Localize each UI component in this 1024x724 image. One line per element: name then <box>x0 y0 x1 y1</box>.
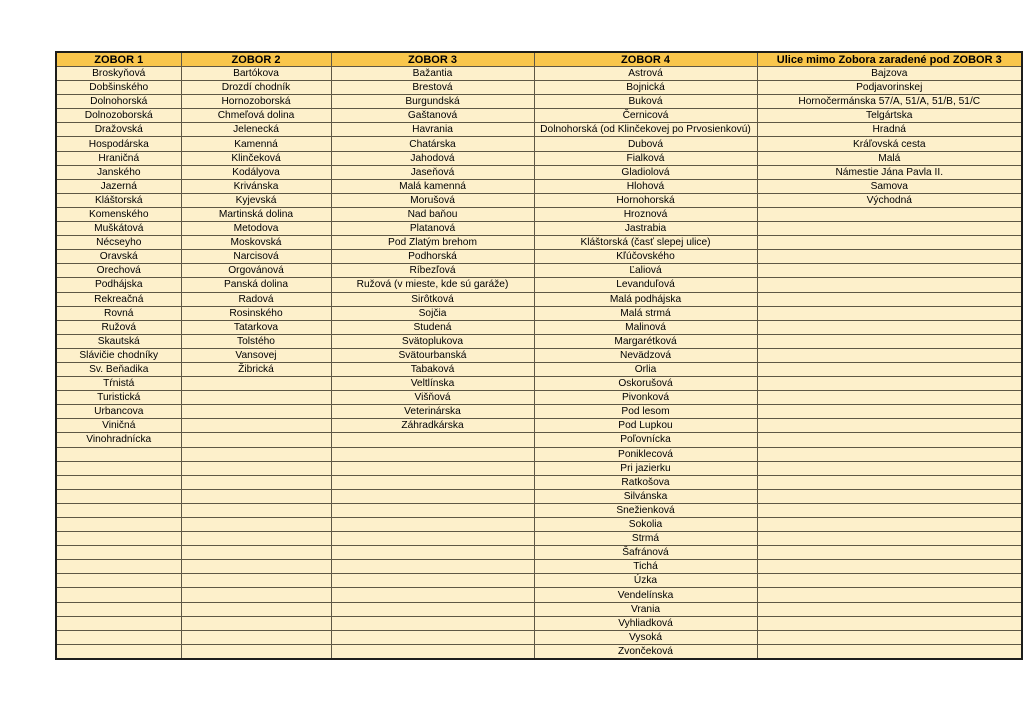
table-row <box>56 433 1022 447</box>
table-cell: Dolnohorská (od Klinčekovej po Prvosienkovú) <box>534 123 757 137</box>
table-cell: Sirôtková <box>331 292 534 306</box>
table-cell <box>331 475 534 489</box>
table-row <box>56 532 1022 546</box>
table-row <box>56 616 1022 630</box>
table-cell: Tolstého <box>181 334 331 348</box>
table-cell <box>757 602 1022 616</box>
table-cell <box>56 574 181 588</box>
table-cell: Žibrická <box>181 362 331 376</box>
table-cell: Orlia <box>534 362 757 376</box>
table-row <box>56 419 1022 433</box>
table-cell: Muškátová <box>56 222 181 236</box>
table-cell: Platanová <box>331 222 534 236</box>
table-cell <box>757 334 1022 348</box>
table-cell <box>56 560 181 574</box>
table-cell <box>181 391 331 405</box>
table-cell: Kláštorská (časť slepej ulice) <box>534 236 757 250</box>
table-row <box>56 151 1022 165</box>
table-row <box>56 588 1022 602</box>
table-row <box>56 67 1022 81</box>
table-row <box>56 109 1022 123</box>
table-cell <box>757 546 1022 560</box>
table-cell: Orgovánová <box>181 264 331 278</box>
table-cell <box>181 518 331 532</box>
table-row <box>56 630 1022 644</box>
table-cell <box>757 461 1022 475</box>
table-cell <box>181 546 331 560</box>
table-cell <box>181 602 331 616</box>
table-cell <box>331 447 534 461</box>
table-row <box>56 447 1022 461</box>
table-cell: Svätoplukova <box>331 334 534 348</box>
table-cell: Janského <box>56 165 181 179</box>
table-cell: Gladiolová <box>534 165 757 179</box>
table-row <box>56 546 1022 560</box>
table-cell: Strmá <box>534 532 757 546</box>
table-row <box>56 292 1022 306</box>
table-cell <box>757 518 1022 532</box>
table-cell: Hroznová <box>534 207 757 221</box>
table-cell <box>56 489 181 503</box>
table-cell: Studená <box>331 320 534 334</box>
table-cell <box>331 602 534 616</box>
table-cell: Hlohová <box>534 179 757 193</box>
table-cell: Vansovej <box>181 348 331 362</box>
table-cell: Námestie Jána Pavla II. <box>757 165 1022 179</box>
table-cell <box>757 588 1022 602</box>
table-cell: Snežienková <box>534 503 757 517</box>
table-cell <box>181 419 331 433</box>
table-cell <box>757 489 1022 503</box>
table-cell <box>56 532 181 546</box>
table-cell: Vendelínska <box>534 588 757 602</box>
column-header-1: ZOBOR 1 <box>56 52 181 67</box>
table-cell: Hornohorská <box>534 193 757 207</box>
table-cell <box>181 588 331 602</box>
table-cell <box>331 433 534 447</box>
table-cell: Martinská dolina <box>181 207 331 221</box>
table-cell <box>181 644 331 659</box>
table-cell: Nevädzová <box>534 348 757 362</box>
table-cell: Levanduľová <box>534 278 757 292</box>
table-cell <box>757 362 1022 376</box>
table-cell: Slávičie chodníky <box>56 348 181 362</box>
column-header-3: ZOBOR 3 <box>331 52 534 67</box>
table-row <box>56 306 1022 320</box>
table-row <box>56 348 1022 362</box>
table-cell <box>757 630 1022 644</box>
table-cell: Urbancova <box>56 405 181 419</box>
table-row <box>56 137 1022 151</box>
table-cell: Brestová <box>331 81 534 95</box>
table-cell: Margarétková <box>534 334 757 348</box>
table-cell: Dolnohorská <box>56 95 181 109</box>
table-cell <box>56 546 181 560</box>
table-cell: Podhorská <box>331 250 534 264</box>
table-cell <box>56 630 181 644</box>
table-cell: Pod lesom <box>534 405 757 419</box>
table-row <box>56 489 1022 503</box>
table-cell: Hornozoborská <box>181 95 331 109</box>
table-cell: Ľaliová <box>534 264 757 278</box>
table-cell: Jahodová <box>331 151 534 165</box>
table-cell: Ružová <box>56 320 181 334</box>
table-cell: Vrania <box>534 602 757 616</box>
table-cell: Kodályova <box>181 165 331 179</box>
table-cell <box>56 644 181 659</box>
table-row <box>56 165 1022 179</box>
table-cell <box>56 616 181 630</box>
table-cell: Vysoká <box>534 630 757 644</box>
table-cell <box>181 616 331 630</box>
table-cell: Poniklecová <box>534 447 757 461</box>
table-cell: Radová <box>181 292 331 306</box>
table-row <box>56 334 1022 348</box>
table-cell <box>757 207 1022 221</box>
table-cell <box>757 419 1022 433</box>
table-cell <box>181 475 331 489</box>
table-cell: Jazerná <box>56 179 181 193</box>
table-cell <box>181 503 331 517</box>
table-cell <box>56 447 181 461</box>
table-cell <box>181 630 331 644</box>
table-cell: Dražovská <box>56 123 181 137</box>
table-cell <box>331 588 534 602</box>
table-cell: Astrová <box>534 67 757 81</box>
table-cell <box>757 503 1022 517</box>
table-cell: Sojčia <box>331 306 534 320</box>
table-row <box>56 264 1022 278</box>
table-cell: Tichá <box>534 560 757 574</box>
table-row <box>56 475 1022 489</box>
table-cell: Rosinského <box>181 306 331 320</box>
table-cell <box>757 236 1022 250</box>
table-cell: Jaseňová <box>331 165 534 179</box>
table-row <box>56 193 1022 207</box>
table-cell: Jastrabia <box>534 222 757 236</box>
table-cell: Telgártska <box>757 109 1022 123</box>
table-cell: Klinčeková <box>181 151 331 165</box>
column-header-4: ZOBOR 4 <box>534 52 757 67</box>
table-cell: Zvončeková <box>534 644 757 659</box>
table-cell: Malá podhájska <box>534 292 757 306</box>
table-header <box>56 52 1022 67</box>
table-cell <box>331 574 534 588</box>
table-cell <box>757 475 1022 489</box>
table-row <box>56 179 1022 193</box>
table-cell: Metodova <box>181 222 331 236</box>
table-cell <box>331 616 534 630</box>
table-cell: Sokolia <box>534 518 757 532</box>
table-cell: Hospodárska <box>56 137 181 151</box>
table-cell <box>757 348 1022 362</box>
table-cell: Oravská <box>56 250 181 264</box>
table-cell: Černicová <box>534 109 757 123</box>
table-cell: Burgundská <box>331 95 534 109</box>
table-cell: Drozdí chodník <box>181 81 331 95</box>
table-cell: Tabaková <box>331 362 534 376</box>
table-cell: Havrania <box>331 123 534 137</box>
table-cell: Gaštanová <box>331 109 534 123</box>
table-cell <box>757 306 1022 320</box>
table-cell: Malá strmá <box>534 306 757 320</box>
table-cell <box>331 518 534 532</box>
table-cell: Bajzova <box>757 67 1022 81</box>
table-cell <box>181 560 331 574</box>
table-cell <box>757 391 1022 405</box>
table-cell: Chatárska <box>331 137 534 151</box>
table-cell: Narcisová <box>181 250 331 264</box>
table-cell: Morušová <box>331 193 534 207</box>
table-cell <box>757 433 1022 447</box>
table-cell: Buková <box>534 95 757 109</box>
table-row <box>56 644 1022 659</box>
table-cell <box>757 250 1022 264</box>
table-cell: Skautská <box>56 334 181 348</box>
table-cell: Nad baňou <box>331 207 534 221</box>
table-row <box>56 518 1022 532</box>
table-cell <box>331 503 534 517</box>
table-row <box>56 377 1022 391</box>
table-cell: Pri jazierku <box>534 461 757 475</box>
table-cell: Viničná <box>56 419 181 433</box>
table-cell: Veltlínska <box>331 377 534 391</box>
table-cell: Jelenecká <box>181 123 331 137</box>
table-cell: Východná <box>757 193 1022 207</box>
table-cell: Hraničná <box>56 151 181 165</box>
table-cell <box>757 560 1022 574</box>
table-cell <box>757 447 1022 461</box>
table-cell <box>757 574 1022 588</box>
table-cell <box>331 546 534 560</box>
table-cell <box>181 532 331 546</box>
table-cell: Šafránová <box>534 546 757 560</box>
table-cell: Vyhliadková <box>534 616 757 630</box>
table-cell: Oskorušová <box>534 377 757 391</box>
table-row <box>56 362 1022 376</box>
table-cell <box>56 518 181 532</box>
table-cell: Silvánska <box>534 489 757 503</box>
table-cell <box>757 264 1022 278</box>
table-cell: Pivonková <box>534 391 757 405</box>
table-cell: Malinová <box>534 320 757 334</box>
table-cell: Ríbezľová <box>331 264 534 278</box>
table-cell: Fialková <box>534 151 757 165</box>
table-row <box>56 574 1022 588</box>
table-cell <box>757 222 1022 236</box>
table-cell <box>181 405 331 419</box>
table-row <box>56 207 1022 221</box>
table-row <box>56 278 1022 292</box>
table-cell: Veterinárska <box>331 405 534 419</box>
table-cell: Tatarkova <box>181 320 331 334</box>
table-cell <box>181 377 331 391</box>
streets-table <box>55 51 1023 660</box>
table-cell: Úzka <box>534 574 757 588</box>
column-header-5: Ulice mimo Zobora zaradené pod ZOBOR 3 <box>757 52 1022 67</box>
table-row <box>56 503 1022 517</box>
table-cell: Turistická <box>56 391 181 405</box>
table-cell: Kláštorská <box>56 193 181 207</box>
table-cell <box>757 532 1022 546</box>
table-cell <box>56 588 181 602</box>
table-cell: Panská dolina <box>181 278 331 292</box>
table-cell: Svätourbanská <box>331 348 534 362</box>
table-cell <box>181 574 331 588</box>
table-cell: Podhájska <box>56 278 181 292</box>
table-cell <box>56 475 181 489</box>
table-cell <box>56 602 181 616</box>
table-row <box>56 560 1022 574</box>
table-cell: Kyjevská <box>181 193 331 207</box>
table-cell: Bažantia <box>331 67 534 81</box>
table-cell: Dolnozoborská <box>56 109 181 123</box>
table-cell: Kamenná <box>181 137 331 151</box>
table-cell <box>757 320 1022 334</box>
table-cell: Hornočermánska 57/A, 51/A, 51/B, 51/C <box>757 95 1022 109</box>
table-cell <box>757 377 1022 391</box>
table-row <box>56 602 1022 616</box>
table-cell: Pod Zlatým brehom <box>331 236 534 250</box>
header-row <box>56 52 1022 67</box>
table-cell: Broskyňová <box>56 67 181 81</box>
table-row <box>56 123 1022 137</box>
table-row <box>56 250 1022 264</box>
table-cell: Komenského <box>56 207 181 221</box>
table-body <box>56 67 1022 659</box>
table-cell: Poľovnícka <box>534 433 757 447</box>
table-cell: Ratkošova <box>534 475 757 489</box>
table-cell <box>757 278 1022 292</box>
table-cell: Ružová (v mieste, kde sú garáže) <box>331 278 534 292</box>
table-row <box>56 236 1022 250</box>
table-cell: Samova <box>757 179 1022 193</box>
table-cell <box>757 616 1022 630</box>
table-cell <box>181 433 331 447</box>
table-cell <box>331 532 534 546</box>
column-header-2: ZOBOR 2 <box>181 52 331 67</box>
table-cell: Dobšinského <box>56 81 181 95</box>
table-cell: Rekreačná <box>56 292 181 306</box>
table-cell: Kráľovská cesta <box>757 137 1022 151</box>
table-cell <box>331 461 534 475</box>
table-cell <box>331 560 534 574</box>
table-cell: Višňová <box>331 391 534 405</box>
table-cell: Bartókova <box>181 67 331 81</box>
table-cell: Rovná <box>56 306 181 320</box>
table-cell: Tŕnistá <box>56 377 181 391</box>
table-cell: Chmeľová dolina <box>181 109 331 123</box>
table-cell <box>181 461 331 475</box>
table-cell: Bojnická <box>534 81 757 95</box>
table-cell: Dubová <box>534 137 757 151</box>
table-cell <box>331 630 534 644</box>
table-cell: Nécseyho <box>56 236 181 250</box>
table-row <box>56 391 1022 405</box>
table-cell: Malá kamenná <box>331 179 534 193</box>
table-cell: Kľúčovského <box>534 250 757 264</box>
table-cell: Moskovská <box>181 236 331 250</box>
table-cell: Hradná <box>757 123 1022 137</box>
table-row <box>56 95 1022 109</box>
table-cell: Podjavorinskej <box>757 81 1022 95</box>
table-cell: Malá <box>757 151 1022 165</box>
table-cell: Krivánska <box>181 179 331 193</box>
table-cell <box>331 489 534 503</box>
table-cell <box>181 489 331 503</box>
table-cell: Sv. Beňadika <box>56 362 181 376</box>
table-cell <box>757 644 1022 659</box>
table-cell: Orechová <box>56 264 181 278</box>
table-cell <box>56 461 181 475</box>
table-cell <box>757 292 1022 306</box>
table-cell <box>181 447 331 461</box>
table-cell: Záhradkárska <box>331 419 534 433</box>
table-row <box>56 405 1022 419</box>
table-row <box>56 461 1022 475</box>
table-cell <box>331 644 534 659</box>
table-row <box>56 81 1022 95</box>
table-cell: Pod Lupkou <box>534 419 757 433</box>
table-cell <box>56 503 181 517</box>
table-row <box>56 222 1022 236</box>
table-row <box>56 320 1022 334</box>
table-cell <box>757 405 1022 419</box>
table-cell: Vinohradnícka <box>56 433 181 447</box>
